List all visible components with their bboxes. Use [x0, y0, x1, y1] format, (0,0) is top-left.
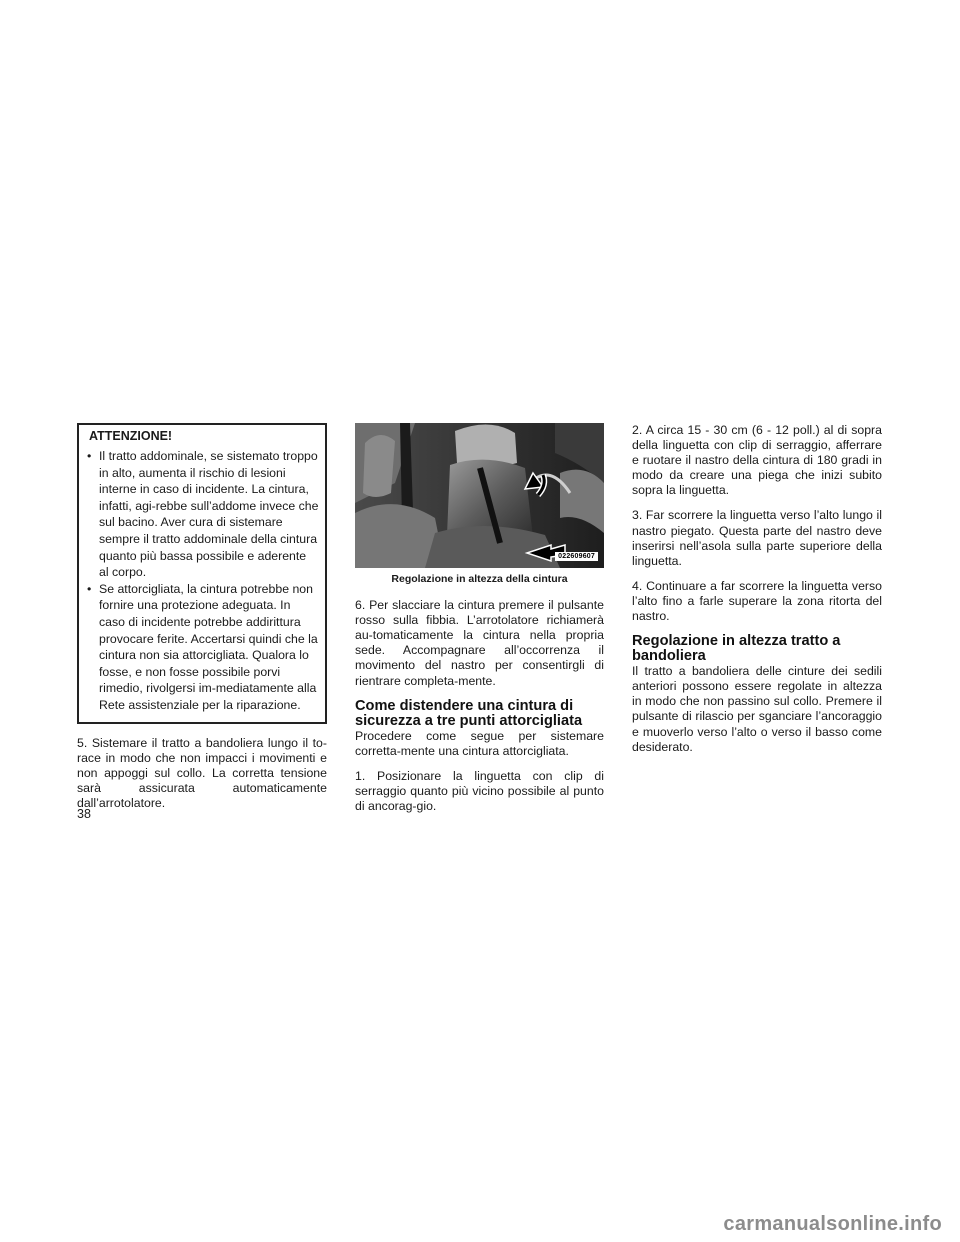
footer: [0, 1200, 960, 1242]
seat-photo-illustration: [355, 423, 604, 568]
figure-code: 022609607: [555, 552, 598, 561]
step-3-text: 3. Far scorrere la linguetta verso l’alto lungo il nastro piegato. Questa parte del nastro deve inserirsi nell’asola sulla parte superiore della linguetta.: [632, 508, 882, 568]
column-middle: [355, 423, 604, 824]
untwist-intro: Procedere come segue per sistemare corretta-mente una cintura attorcigliata.: [355, 728, 604, 758]
step-2-text: 2. A circa 15 - 30 cm (6 - 12 poll.) al di sopra della linguetta con clip di serraggio, afferrare e ruotare il nastro della cintura di 180 gradi in modo da creare una piega che inizi subito sopra la linguetta.: [632, 423, 882, 498]
warning-list: [87, 448, 319, 714]
warning-box: [77, 423, 327, 724]
column-right: [632, 423, 882, 765]
warning-item: • Il tratto addominale, se sistemato troppo in alto, aumenta il rischio di lesioni interne in caso di incidente. La cintura, infatti, agi-rebbe sull’addome invece che sul bacino. Aver cura di sistemare sempre il tratto addominale della cintura quanto più bassa possibile e aderente al corpo.: [87, 448, 319, 581]
step-6-text: 6. Per slacciare la cintura premere il pulsante rosso sulla fibbia. L’arrotolatore richiamerà au-tomaticamente la cintura nella propria sede. Accompagnare all’occorrenza il movimento del nastro per consentirgli di rientrare completa-mente.: [355, 598, 604, 688]
section-heading-height-adjust: Regolazione in altezza tratto a bandoliera: [632, 633, 841, 665]
column-left: [77, 423, 327, 821]
figure-caption: Regolazione in altezza della cintura: [391, 573, 568, 585]
step-1-text: 1. Posizionare la linguetta con clip di serraggio quanto più vicino possibile al punto di ancorag-gio.: [355, 768, 604, 814]
section-heading-untwist: Come distendere una cintura di sicurezza a tre punti attorcigliata: [355, 697, 583, 729]
step-5-text: 5. Sistemare il tratto a bandoliera lungo il to-race in modo che non impacci i movimenti e non appoggi sul collo. La corretta tensione sarà assicurata automaticamente dall’arrotolatore.: [77, 735, 327, 810]
watermark-site[interactable]: carmanualsonline.info: [723, 1213, 942, 1235]
warning-item: • Se attorcigliata, la cintura potrebbe non fornire una protezione adeguata. In caso di incidente potrebbe addirittura provocare ferite. Accertarsi quindi che la cintura non sia attorcigliata. Qualora lo fosse, e non fosse possibile porvi rimedio, rivolgersi im-mediatamente alla Rete assistenziale per la riparazione.: [87, 581, 319, 714]
page-number: 38: [77, 807, 91, 821]
height-adjust-text: Il tratto a bandoliera delle cinture dei sedili anteriori possono essere regolate in altezza in modo che non passino sul collo. Premere il pulsante di rilascio per sganciare l’ancoraggio e muoverlo verso l’alto o verso il basso come desiderato.: [632, 664, 882, 754]
seat-belt-photo: [355, 423, 604, 568]
step-4-text: 4. Continuare a far scorrere la linguetta verso l’alto fino a farle superare la zona ritorta del nastro.: [632, 578, 882, 624]
warning-title: ATTENZIONE!: [89, 429, 173, 443]
